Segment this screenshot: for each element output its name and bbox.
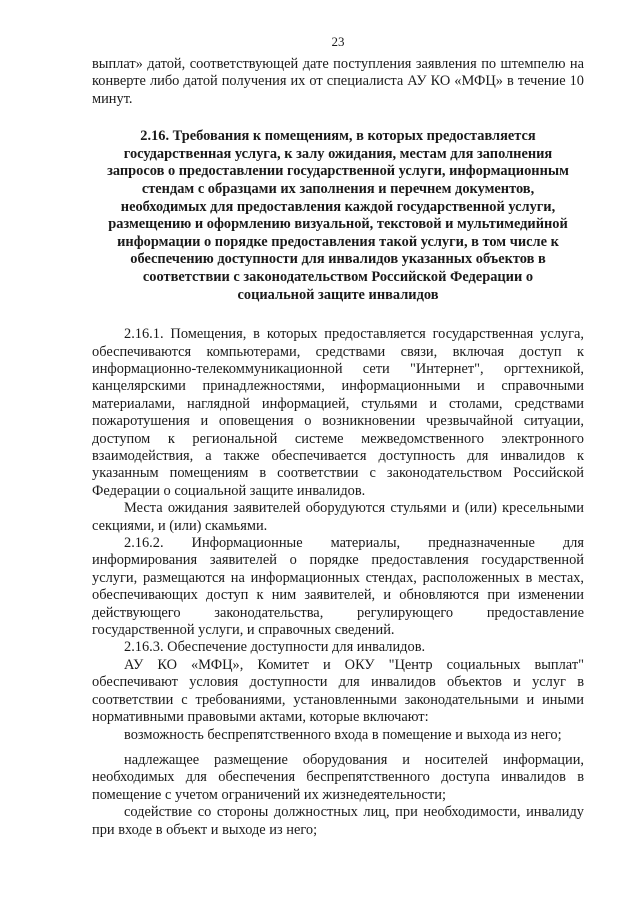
paragraph-2-16-2: 2.16.2. Информационные материалы, предназначенные для информирования заявителей о порядке предоставления государственной услуги, размещаются на информационных стендах, расположенных в местах, обеспечивающих доступ к ним заявителей, и обновляются при изменении действующего законодательства, регулирующего предоставление государственной услуги, и справочных сведений. xyxy=(92,535,584,639)
section-heading xyxy=(92,128,584,304)
heading-line: запросов о предоставлении государственной услуги, информационным xyxy=(107,163,569,180)
paragraph-official-assistance: содействие со стороны должностных лиц, при необходимости, инвалиду при входе в объект и выходе из него; xyxy=(92,804,584,838)
heading-line: стендам с образцами их заполнения и перечнем документов, xyxy=(141,181,535,197)
paragraph-waiting-places: Места ожидания заявителей оборудуются стульями и (или) кресельными секциями, и (или) скамьями. xyxy=(92,500,584,534)
intro-paragraph: выплат» датой, соответствующей дате поступления заявления по штемпелю на конверте либо датой получения их от специалиста АУ КО «МФЦ» в течение 10 минут. xyxy=(92,56,584,107)
heading-line: размещению и оформлению визуальной, текстовой и мультимедийной xyxy=(108,216,568,233)
heading-line: социальной защите инвалидов xyxy=(237,286,439,303)
paragraph-2-16-1: 2.16.1. Помещения, в которых предоставляется государственная услуга, обеспечиваются компьютерами, средствами связи, включая доступ к информационно-телекоммуникационной сети "Интернет", оргтехникой, канцелярскими принадлежностями, информационными и справочными материалами, наглядной информацией, стульями и столами, средствами пожаротушения и оповещения о возникновении чрезвычайной ситуации, доступом к региональной системе межведомственного электронного взаимодействия, а также обеспечивается доступность для инвалидов к указанным помещениям в соответствии с законодательством Российской Федерации о социальной защите инвалидов. xyxy=(92,326,584,499)
heading-line: информации о порядке предоставления такой услуги, в том числе к xyxy=(117,233,559,250)
paragraph-accessibility-conditions: АУ КО «МФЦ», Комитет и ОКУ "Центр социальных выплат" обеспечивают условия доступности для инвалидов объектов и услуг в соответствии с требованиями, установленными законодательными и иными нормативными правовыми актами, которые включают: xyxy=(92,656,584,726)
page-number: 23 xyxy=(331,34,345,49)
heading-line: соответствии с законодательством Российской Федерации о xyxy=(142,268,534,285)
spacer xyxy=(92,744,584,752)
paragraph-equipment-placement: надлежащее размещение оборудования и носителей информации, необходимых для обеспечения беспрепятственного доступа инвалидов в помещение с учетом ограничений их жизнедеятельности; xyxy=(92,751,584,803)
heading-line: необходимых для предоставления каждой государственной услуги, xyxy=(120,198,556,215)
paragraph-2-16-3: 2.16.3. Обеспечение доступности для инвалидов. xyxy=(124,639,426,656)
document-page xyxy=(92,34,584,839)
paragraph-entry-exit: возможность беспрепятственного входа в помещение и выхода из него; xyxy=(124,726,562,743)
heading-line: государственная услуга, к залу ожидания, местам для заполнения xyxy=(123,145,553,162)
heading-line: 2.16. Требования к помещениям, в которых предоставляется xyxy=(140,128,536,145)
heading-line: обеспечению доступности для инвалидов указанных объектов в xyxy=(130,251,546,268)
